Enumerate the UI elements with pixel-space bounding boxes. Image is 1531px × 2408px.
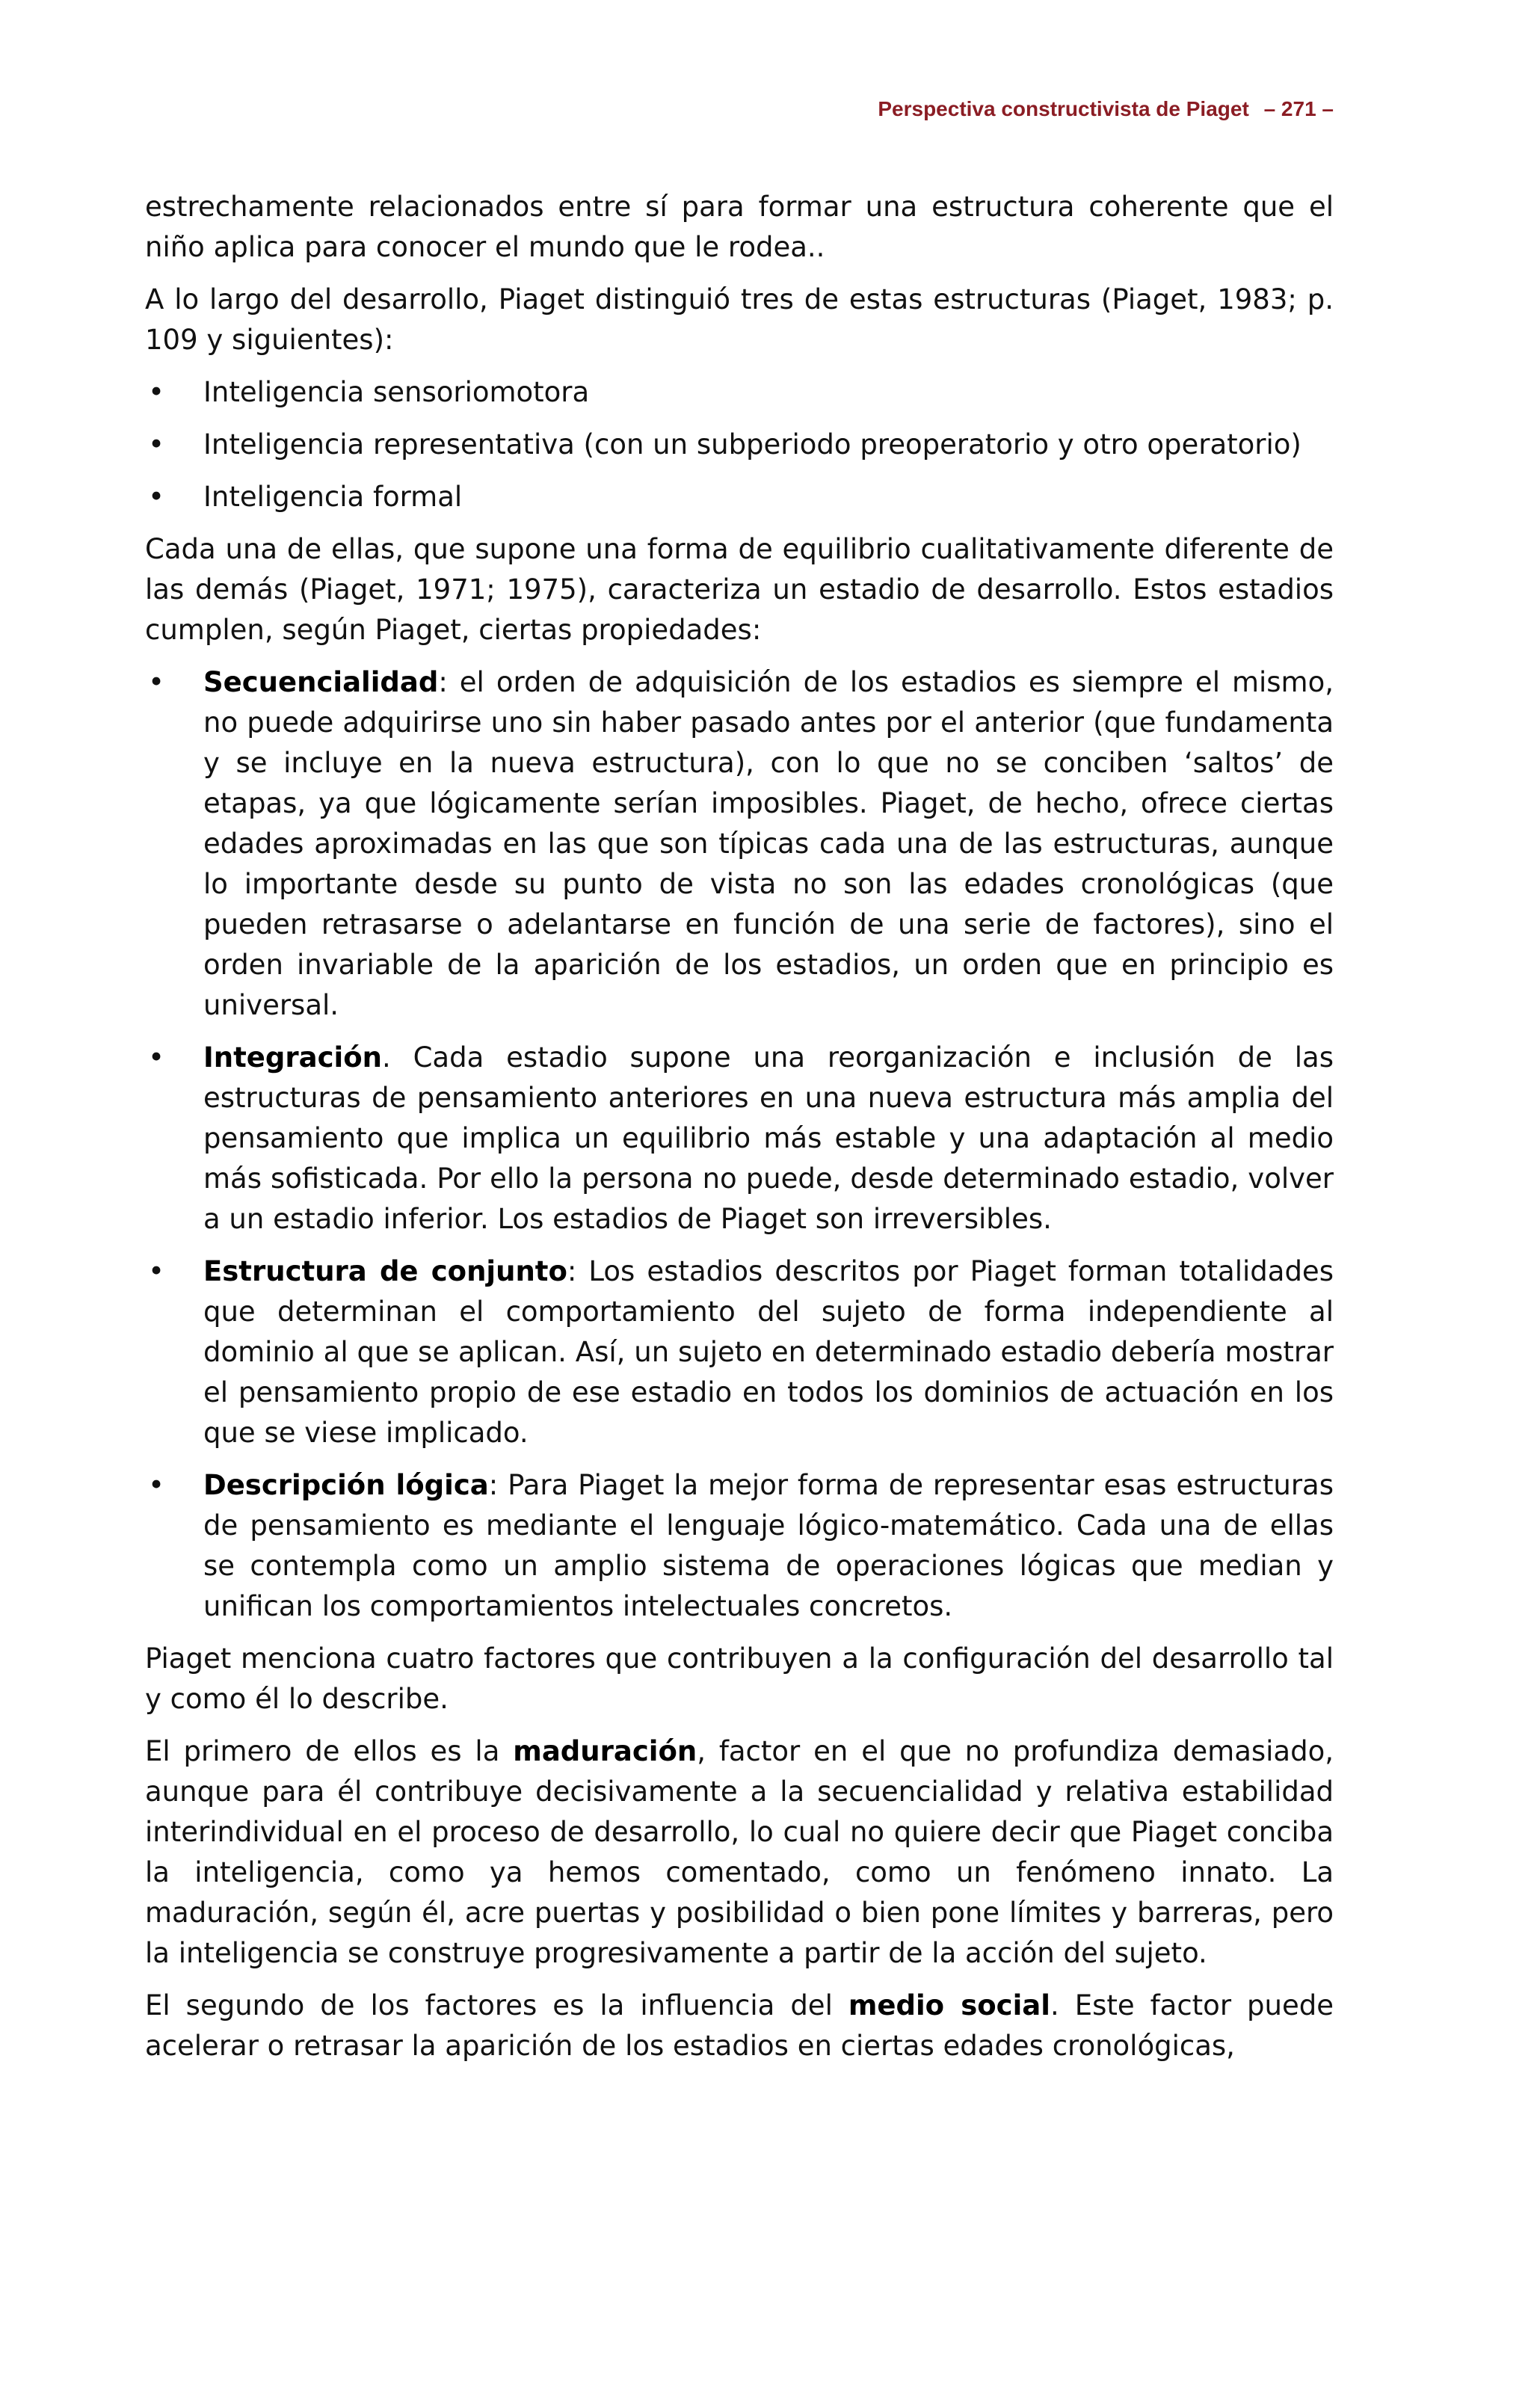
paragraph-3: Cada una de ellas, que supone una forma de equilibrio cualitativamente diferente de las demás (Piaget, 1971; 1975), caracteriza un estadio de desarrollo. Estos estadios cumplen, según Piaget, ciertas propiedades: xyxy=(145,533,1334,646)
paragraph-4: Piaget menciona cuatro factores que contribuyen a la configuración del desarrollo tal y como él lo describe. xyxy=(145,1642,1334,1715)
list-item-text: Inteligencia formal xyxy=(203,481,463,513)
paragraph-text: , factor en el que no profundiza demasiado, aunque para él contribuye decisivamente a la secuencialidad y relativa estabilidad interindividual en el proceso de desarrollo, lo cual no quiere decir que Piaget conciba la inteligencia, como ya hemos comentado, como un fenómeno innato. La maduración, según él, acre puertas y posibilidad o bien pone límites y barreras, pero la inteligencia se construye progresivamente a partir de la acción del sujeto. xyxy=(145,1735,1334,1969)
running-title: Perspectiva constructivista de Piaget xyxy=(878,97,1249,120)
bullet-icon: • xyxy=(148,481,164,513)
list-item xyxy=(145,425,1334,465)
paragraph-6 xyxy=(145,1986,1334,2066)
paragraph-5 xyxy=(145,1731,1334,1974)
list-item xyxy=(145,1465,1334,1627)
list-item xyxy=(145,1251,1334,1453)
bullet-icon: • xyxy=(148,666,164,698)
properties-list xyxy=(145,662,1334,1627)
property-term: Secuencialidad xyxy=(203,666,439,698)
property-term: Descripción lógica xyxy=(203,1469,489,1501)
paragraph-text: El primero de ellos es la xyxy=(145,1735,514,1767)
property-text: : Los estadios descritos por Piaget forman totalidades que determinan el comportamiento del sujeto de forma independiente al dominio al que se aplican. Así, un sujeto en determinado estadio debería mostrar el pensamiento propio de ese estadio en todos los dominios de actuación en los que se viese implicado. xyxy=(203,1255,1334,1449)
page-number: – 271 – xyxy=(1263,97,1334,120)
body-text xyxy=(145,187,1334,2078)
list-item xyxy=(145,477,1334,517)
structures-list xyxy=(145,372,1334,517)
key-term: maduración xyxy=(513,1735,697,1767)
paragraph-text: . Este factor puede acelerar o retrasar la aparición de los estadios en ciertas edades cronológicas, xyxy=(145,1989,1334,2062)
paragraph-text: El segundo de los factores es la influencia del xyxy=(145,1989,848,2021)
key-term: medio social xyxy=(848,1989,1050,2021)
bullet-icon: • xyxy=(148,376,164,408)
property-text: : el orden de adquisición de los estadios es siempre el mismo, no puede adquirirse uno sin haber pasado antes por el anterior (que fundamenta y se incluye en la nueva estructura), con lo que no se conciben ‘saltos’ de etapas, ya que lógicamente serían imposibles. Piaget, de hecho, ofrece ciertas edades aproximadas en las que son típicas cada una de las estructuras, aunque lo importante desde su punto de vista no son las edades cronológicas (que pueden retrasarse o adelantarse en función de una serie de factores), sino el orden invariable de la aparición de los estadios, un orden que en principio es universal. xyxy=(203,666,1334,1021)
bullet-icon: • xyxy=(148,428,164,461)
list-item-text: Inteligencia representativa (con un subperiodo preoperatorio y otro operatorio) xyxy=(203,428,1301,461)
list-item xyxy=(145,1038,1334,1240)
list-item xyxy=(145,662,1334,1026)
property-term: Integración xyxy=(203,1041,382,1074)
paragraph-2: A lo largo del desarrollo, Piaget distinguió tres de estas estructuras (Piaget, 1983; p. 109 y siguientes): xyxy=(145,283,1334,356)
running-header xyxy=(145,97,1334,121)
bullet-icon: • xyxy=(148,1255,164,1287)
bullet-icon: • xyxy=(148,1469,164,1501)
list-item-text: Inteligencia sensoriomotora xyxy=(203,376,590,408)
bullet-icon: • xyxy=(148,1041,164,1074)
property-term: Estructura de conjunto xyxy=(203,1255,567,1287)
property-text: . Cada estadio supone una reorganización e inclusión de las estructuras de pensamiento anteriores en una nueva estructura más amplia del pensamiento que implica un equilibrio más estable y una adaptación al medio más sofisticada. Por ello la persona no puede, desde determinado estadio, volver a un estadio inferior. Los estadios de Piaget son irreversibles. xyxy=(203,1041,1334,1235)
paragraph-1: estrechamente relacionados entre sí para formar una estructura coherente que el niño aplica para conocer el mundo que le rodea.. xyxy=(145,191,1334,263)
property-text: : Para Piaget la mejor forma de representar esas estructuras de pensamiento es mediante el lenguaje lógico-matemático. Cada una de ellas se contempla como un amplio sistema de operaciones lógicas que median y unifican los comportamientos intelectuales concretos. xyxy=(203,1469,1334,1622)
list-item xyxy=(145,372,1334,413)
